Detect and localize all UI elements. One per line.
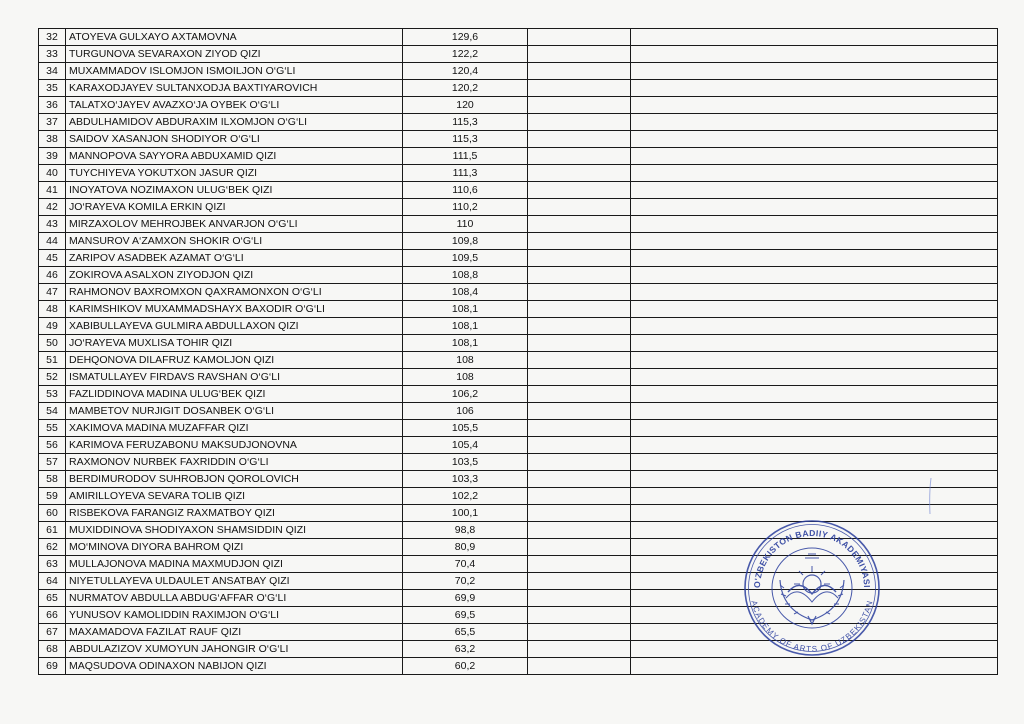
row-number: 55 [39, 420, 66, 437]
row-number: 69 [39, 658, 66, 675]
row-number: 58 [39, 471, 66, 488]
table-row [39, 148, 998, 165]
score-value: 100,1 [403, 505, 528, 522]
score-value: 108 [403, 352, 528, 369]
student-name: MULLAJONOVA MADINA MAXMUDJON QIZI [66, 556, 403, 573]
empty-cell [528, 386, 631, 403]
empty-cell [528, 573, 631, 590]
empty-cell [528, 318, 631, 335]
empty-cell [528, 301, 631, 318]
score-value: 103,3 [403, 471, 528, 488]
student-name: AMIRILLOYEVA SEVARA TOLIB QIZI [66, 488, 403, 505]
table-row [39, 199, 998, 216]
table-row [39, 369, 998, 386]
empty-cell [631, 97, 998, 114]
empty-cell [528, 80, 631, 97]
table-row [39, 335, 998, 352]
student-name: ATOYEVA GULXAYO AXTAMOVNA [66, 29, 403, 46]
empty-cell [528, 182, 631, 199]
row-number: 52 [39, 369, 66, 386]
score-value: 102,2 [403, 488, 528, 505]
table-row [39, 437, 998, 454]
empty-cell [631, 165, 998, 182]
student-name: TUYCHIYEVA YOKUTXON JASUR QIZI [66, 165, 403, 182]
pen-mark [926, 476, 934, 516]
score-value: 108,1 [403, 335, 528, 352]
empty-cell [631, 386, 998, 403]
row-number: 48 [39, 301, 66, 318]
table-row [39, 267, 998, 284]
row-number: 34 [39, 63, 66, 80]
empty-cell [528, 250, 631, 267]
score-value: 120,4 [403, 63, 528, 80]
student-name: MAQSUDOVA ODINAXON NABIJON QIZI [66, 658, 403, 675]
table-row [39, 454, 998, 471]
table-row [39, 233, 998, 250]
student-name: XABIBULLAYEVA GULMIRA ABDULLAXON QIZI [66, 318, 403, 335]
empty-cell [528, 607, 631, 624]
score-value: 105,5 [403, 420, 528, 437]
empty-cell [528, 437, 631, 454]
score-value: 106 [403, 403, 528, 420]
row-number: 62 [39, 539, 66, 556]
empty-cell [528, 454, 631, 471]
row-number: 53 [39, 386, 66, 403]
empty-cell [631, 403, 998, 420]
score-value: 120 [403, 97, 528, 114]
empty-cell [631, 250, 998, 267]
score-value: 120,2 [403, 80, 528, 97]
empty-cell [528, 590, 631, 607]
empty-cell [528, 505, 631, 522]
table-row [39, 658, 998, 675]
student-name: KARIMSHIKOV MUXAMMADSHAYX BAXODIR O‘G‘LI [66, 301, 403, 318]
table-row [39, 386, 998, 403]
score-value: 108,1 [403, 301, 528, 318]
table-row [39, 420, 998, 437]
student-name: SAIDOV XASANJON SHODIYOR O‘G‘LI [66, 131, 403, 148]
empty-cell [528, 267, 631, 284]
row-number: 54 [39, 403, 66, 420]
score-value: 108 [403, 369, 528, 386]
score-value: 69,5 [403, 607, 528, 624]
student-name: NURMATOV ABDULLA ABDUG‘AFFAR O‘G‘LI [66, 590, 403, 607]
score-value: 108,1 [403, 318, 528, 335]
svg-text:ACADEMY OF ARTS OF UZBEKISTAN [749, 600, 874, 654]
student-name: RISBEKOVA FARANGIZ RAXMATBOY QIZI [66, 505, 403, 522]
score-value: 110 [403, 216, 528, 233]
empty-cell [528, 658, 631, 675]
empty-cell [631, 318, 998, 335]
row-number: 66 [39, 607, 66, 624]
empty-cell [528, 641, 631, 658]
table-row [39, 29, 998, 46]
row-number: 39 [39, 148, 66, 165]
student-name: TALATXO‘JAYEV AVAZXO‘JA OYBEK O‘G‘LI [66, 97, 403, 114]
student-name: JO‘RAYEVA MUXLISA TOHIR QIZI [66, 335, 403, 352]
student-name: ABDULHAMIDOV ABDURAXIM ILXOMJON O‘G‘LI [66, 114, 403, 131]
student-name: ISMATULLAYEV FIRDAVS RAVSHAN O‘G‘LI [66, 369, 403, 386]
score-value: 103,5 [403, 454, 528, 471]
score-value: 108,8 [403, 267, 528, 284]
empty-cell [528, 420, 631, 437]
table-row [39, 284, 998, 301]
row-number: 42 [39, 199, 66, 216]
score-value: 111,3 [403, 165, 528, 182]
empty-cell [631, 369, 998, 386]
empty-cell [631, 233, 998, 250]
student-name: DEHQONOVA DILAFRUZ KAMOLJON QIZI [66, 352, 403, 369]
student-name: ZARIPOV ASADBEK AZAMAT O‘G‘LI [66, 250, 403, 267]
student-name: TURGUNOVA SEVARAXON ZIYOD QIZI [66, 46, 403, 63]
table-row [39, 216, 998, 233]
student-name: INOYATOVA NOZIMAXON ULUG‘BEK QIZI [66, 182, 403, 199]
score-value: 106,2 [403, 386, 528, 403]
table-row [39, 403, 998, 420]
row-number: 64 [39, 573, 66, 590]
empty-cell [528, 488, 631, 505]
row-number: 60 [39, 505, 66, 522]
student-name: MIRZAXOLOV MEHROJBEK ANVARJON O‘G‘LI [66, 216, 403, 233]
empty-cell [631, 216, 998, 233]
student-name: NIYETULLAYEVA ULDAULET ANSATBAY QIZI [66, 573, 403, 590]
student-name: MO‘MINOVA DIYORA BAHROM QIZI [66, 539, 403, 556]
student-name: YUNUSOV KAMOLIDDIN RAXIMJON O‘G‘LI [66, 607, 403, 624]
row-number: 59 [39, 488, 66, 505]
score-value: 70,2 [403, 573, 528, 590]
score-value: 110,2 [403, 199, 528, 216]
empty-cell [631, 352, 998, 369]
stamp-bottom-text: ACADEMY OF ARTS OF UZBEKISTAN [749, 599, 875, 654]
row-number: 49 [39, 318, 66, 335]
score-value: 65,5 [403, 624, 528, 641]
stamp-top-text: O'ZBEKISTON BADIIY AKADEMIYASI [751, 527, 873, 589]
empty-cell [631, 182, 998, 199]
row-number: 51 [39, 352, 66, 369]
row-number: 44 [39, 233, 66, 250]
empty-cell [528, 97, 631, 114]
empty-cell [528, 148, 631, 165]
table-row [39, 471, 998, 488]
empty-cell [528, 63, 631, 80]
row-number: 45 [39, 250, 66, 267]
score-value: 98,8 [403, 522, 528, 539]
student-name: FAZLIDDINOVA MADINA ULUG‘BEK QIZI [66, 386, 403, 403]
empty-cell [631, 420, 998, 437]
empty-cell [528, 165, 631, 182]
table-row [39, 46, 998, 63]
empty-cell [528, 46, 631, 63]
empty-cell [528, 522, 631, 539]
empty-cell [631, 284, 998, 301]
student-name: JO‘RAYEVA KOMILA ERKIN QIZI [66, 199, 403, 216]
empty-cell [631, 301, 998, 318]
score-value: 111,5 [403, 148, 528, 165]
student-name: KARIMOVA FERUZABONU MAKSUDJONOVNA [66, 437, 403, 454]
score-value: 60,2 [403, 658, 528, 675]
score-value: 109,5 [403, 250, 528, 267]
empty-cell [528, 335, 631, 352]
student-name: MUXAMMADOV ISLOMJON ISMOILJON O‘G‘LI [66, 63, 403, 80]
empty-cell [631, 454, 998, 471]
score-value: 105,4 [403, 437, 528, 454]
empty-cell [528, 556, 631, 573]
row-number: 47 [39, 284, 66, 301]
score-value: 129,6 [403, 29, 528, 46]
empty-cell [631, 267, 998, 284]
empty-cell [631, 437, 998, 454]
empty-cell [631, 131, 998, 148]
student-name: MAXAMADOVA FAZILAT RAUF QIZI [66, 624, 403, 641]
empty-cell [528, 624, 631, 641]
empty-cell [528, 403, 631, 420]
empty-cell [528, 199, 631, 216]
row-number: 63 [39, 556, 66, 573]
student-name: MANSUROV A‘ZAMXON SHOKIR O‘G‘LI [66, 233, 403, 250]
row-number: 65 [39, 590, 66, 607]
student-name: MUXIDDINOVA SHODIYAXON SHAMSIDDIN QIZI [66, 522, 403, 539]
empty-cell [631, 63, 998, 80]
row-number: 56 [39, 437, 66, 454]
empty-cell [528, 233, 631, 250]
table-row [39, 182, 998, 199]
score-value: 115,3 [403, 114, 528, 131]
empty-cell [528, 284, 631, 301]
empty-cell [528, 131, 631, 148]
table-row [39, 488, 998, 505]
empty-cell [528, 352, 631, 369]
student-name: RAHMONOV BAXROMXON QAXRAMONXON O‘G‘LI [66, 284, 403, 301]
table-row [39, 97, 998, 114]
empty-cell [631, 29, 998, 46]
row-number: 33 [39, 46, 66, 63]
score-value: 63,2 [403, 641, 528, 658]
table-row [39, 165, 998, 182]
row-number: 50 [39, 335, 66, 352]
student-name: MANNOPOVA SAYYORA ABDUXAMID QIZI [66, 148, 403, 165]
table-row [39, 250, 998, 267]
row-number: 57 [39, 454, 66, 471]
row-number: 68 [39, 641, 66, 658]
row-number: 36 [39, 97, 66, 114]
score-value: 80,9 [403, 539, 528, 556]
table-row [39, 114, 998, 131]
score-value: 110,6 [403, 182, 528, 199]
empty-cell [631, 199, 998, 216]
table-row [39, 352, 998, 369]
academy-seal-stamp [742, 518, 882, 658]
empty-cell [631, 658, 998, 675]
score-value: 122,2 [403, 46, 528, 63]
score-value: 115,3 [403, 131, 528, 148]
table-row [39, 63, 998, 80]
empty-cell [631, 488, 998, 505]
row-number: 46 [39, 267, 66, 284]
student-name: ABDULAZIZOV XUMOYUN JAHONGIR O‘G‘LI [66, 641, 403, 658]
student-name: ZOKIROVA ASALXON ZIYODJON QIZI [66, 267, 403, 284]
empty-cell [631, 114, 998, 131]
row-number: 38 [39, 131, 66, 148]
empty-cell [528, 369, 631, 386]
table-row [39, 318, 998, 335]
empty-cell [528, 114, 631, 131]
table-row [39, 80, 998, 97]
student-name: BERDIMURODOV SUHROBJON QOROLOVICH [66, 471, 403, 488]
score-value: 108,4 [403, 284, 528, 301]
row-number: 37 [39, 114, 66, 131]
empty-cell [528, 29, 631, 46]
score-value: 70,4 [403, 556, 528, 573]
empty-cell [631, 46, 998, 63]
student-name: RAXMONOV NURBEK FAXRIDDIN O‘G‘LI [66, 454, 403, 471]
table-row [39, 301, 998, 318]
empty-cell [528, 539, 631, 556]
row-number: 67 [39, 624, 66, 641]
row-number: 43 [39, 216, 66, 233]
row-number: 32 [39, 29, 66, 46]
row-number: 61 [39, 522, 66, 539]
row-number: 35 [39, 80, 66, 97]
empty-cell [631, 335, 998, 352]
empty-cell [631, 148, 998, 165]
score-value: 109,8 [403, 233, 528, 250]
row-number: 41 [39, 182, 66, 199]
empty-cell [528, 471, 631, 488]
empty-cell [631, 471, 998, 488]
table-row [39, 131, 998, 148]
empty-cell [528, 216, 631, 233]
student-name: XAKIMOVA MADINA MUZAFFAR QIZI [66, 420, 403, 437]
row-number: 40 [39, 165, 66, 182]
student-name: KARAXODJAYEV SULTANXODJA BAXTIYAROVICH [66, 80, 403, 97]
student-name: MAMBETOV NURJIGIT DOSANBEK O‘G‘LI [66, 403, 403, 420]
score-value: 69,9 [403, 590, 528, 607]
empty-cell [631, 80, 998, 97]
